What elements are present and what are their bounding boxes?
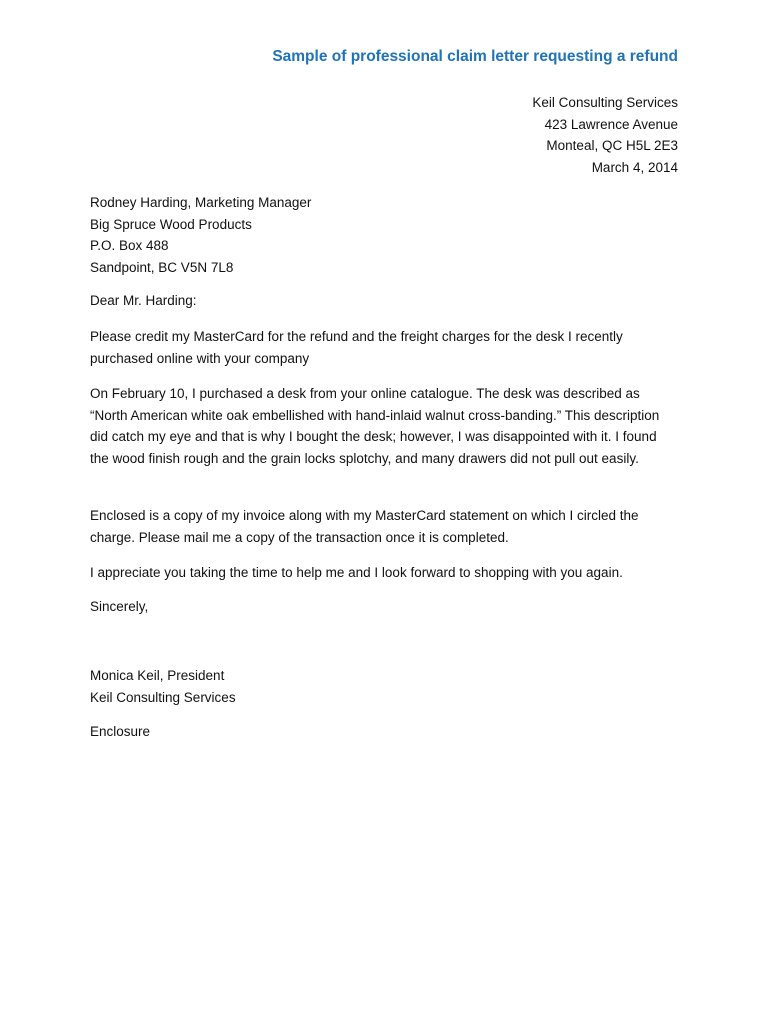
sender-city: Monteal, QC H5L 2E3: [546, 138, 678, 154]
sender-street: 423 Lawrence Avenue: [544, 116, 678, 132]
signature-block: [90, 665, 236, 708]
recipient-po-box: P.O. Box 488: [90, 238, 169, 254]
letter-page: [90, 0, 678, 1024]
body-paragraph-request: Please credit my MasterCard for the refund and the freight charges for the desk I recently purchased online with your company: [90, 329, 623, 366]
body-paragraph-complaint: On February 10, I purchased a desk from your online catalogue. The desk was described as “North American white oak embellished with hand-inlaid walnut cross-banding.” This description did catch my eye and that is why I bought the desk; however, I was disappointed with it. I found the wood finish rough and the grain locks splotchy, and many drawers did not pull out easily.: [90, 386, 660, 467]
signer-name-title: Monica Keil, President: [90, 668, 225, 683]
recipient-address-block: [90, 192, 311, 279]
letter-date: March 4, 2014: [591, 160, 678, 176]
letter-title: Sample of professional claim letter requesting a refund: [272, 48, 678, 65]
recipient-company: Big Spruce Wood Products: [90, 216, 252, 232]
enclosure-notation: Enclosure: [90, 724, 151, 739]
body-paragraph-enclosure-note: Enclosed is a copy of my invoice along with my MasterCard statement on which I circled the charge. Please mail me a copy of the transaction once it is completed.: [90, 508, 639, 545]
signer-company: Keil Consulting Services: [90, 689, 236, 705]
body-paragraph-thanks: I appreciate you taking the time to help me and I look forward to shopping with you again.: [90, 565, 623, 580]
salutation: Dear Mr. Harding:: [90, 293, 197, 308]
recipient-city: Sandpoint, BC V5N 7L8: [90, 260, 234, 276]
closing: Sincerely,: [90, 599, 149, 614]
sender-company: Keil Consulting Services: [532, 95, 678, 110]
recipient-name-title: Rodney Harding, Marketing Manager: [90, 195, 312, 210]
sender-address-block: [532, 92, 678, 179]
